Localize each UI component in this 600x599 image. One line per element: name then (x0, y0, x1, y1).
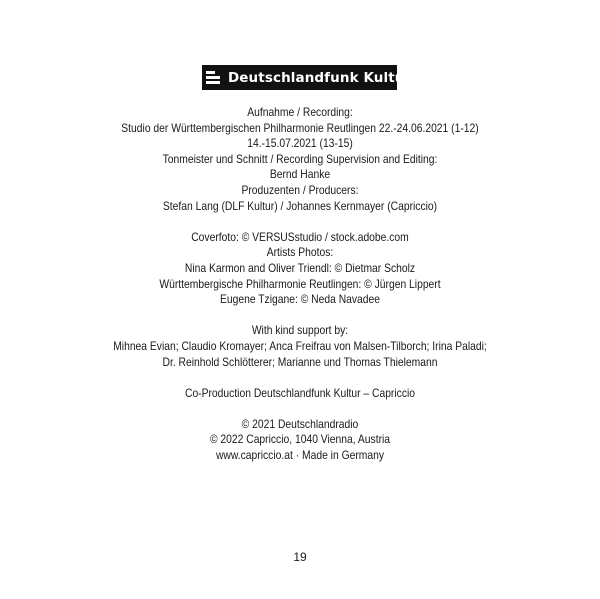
deutschlandfunk-kultur-logo-icon (206, 70, 220, 86)
credit-line: Württembergische Philharmonie Reutlingen: © Jürgen Lippert (159, 276, 441, 291)
credit-line: Dr. Reinhold Schlötterer; Marianne und Thomas Thielemann (162, 354, 438, 369)
copyright-line: www.capriccio.at · Made in Germany (215, 448, 385, 463)
page-number: 19 (293, 550, 307, 564)
spacer (42, 370, 558, 386)
coproduction-line: Co-Production Deutschlandfunk Kultur – Capriccio (184, 385, 416, 400)
spacer (42, 308, 558, 324)
credit-line: Bernd Hanke (269, 167, 331, 182)
credits-block (42, 105, 558, 464)
credit-line: Mihnea Evian; Claudio Kromayer; Anca Freifrau von Malsen-Tilborch; Irina Paladi; (113, 338, 487, 353)
credit-line: Tonmeister und Schnitt / Recording Supervision and Editing: (162, 151, 438, 166)
logo-text: Deutschlandfunk Kultur (228, 69, 412, 86)
credit-line: With kind support by: (251, 323, 349, 338)
credit-line: Artists Photos: (266, 245, 334, 260)
credit-line: Aufnahme / Recording: (247, 105, 353, 119)
credit-line: Coverfoto: © VERSUSstudio / stock.adobe.com (191, 229, 409, 244)
credit-line: Stefan Lang (DLF Kultur) / Johannes Kernmayer (Capriccio) (162, 198, 438, 213)
credit-line: Nina Karmon and Oliver Triendl: © Dietmar Scholz (184, 260, 416, 275)
spacer (42, 214, 558, 230)
deutschlandfunk-kultur-logo (202, 65, 412, 90)
copyright-line: © 2021 Deutschlandradio (241, 416, 359, 431)
credit-line: Studio der Württembergischen Philharmonie Reutlingen 22.-24.06.2021 (1-12) (121, 120, 479, 135)
spacer (42, 401, 558, 417)
credit-line: Eugene Tzigane: © Neda Navadee (219, 292, 381, 307)
credit-line: Produzenten / Producers: (241, 182, 359, 197)
copyright-line: © 2022 Capriccio, 1040 Vienna, Austria (209, 432, 391, 447)
credit-line: 14.-15.07.2021 (13-15) (247, 136, 353, 151)
